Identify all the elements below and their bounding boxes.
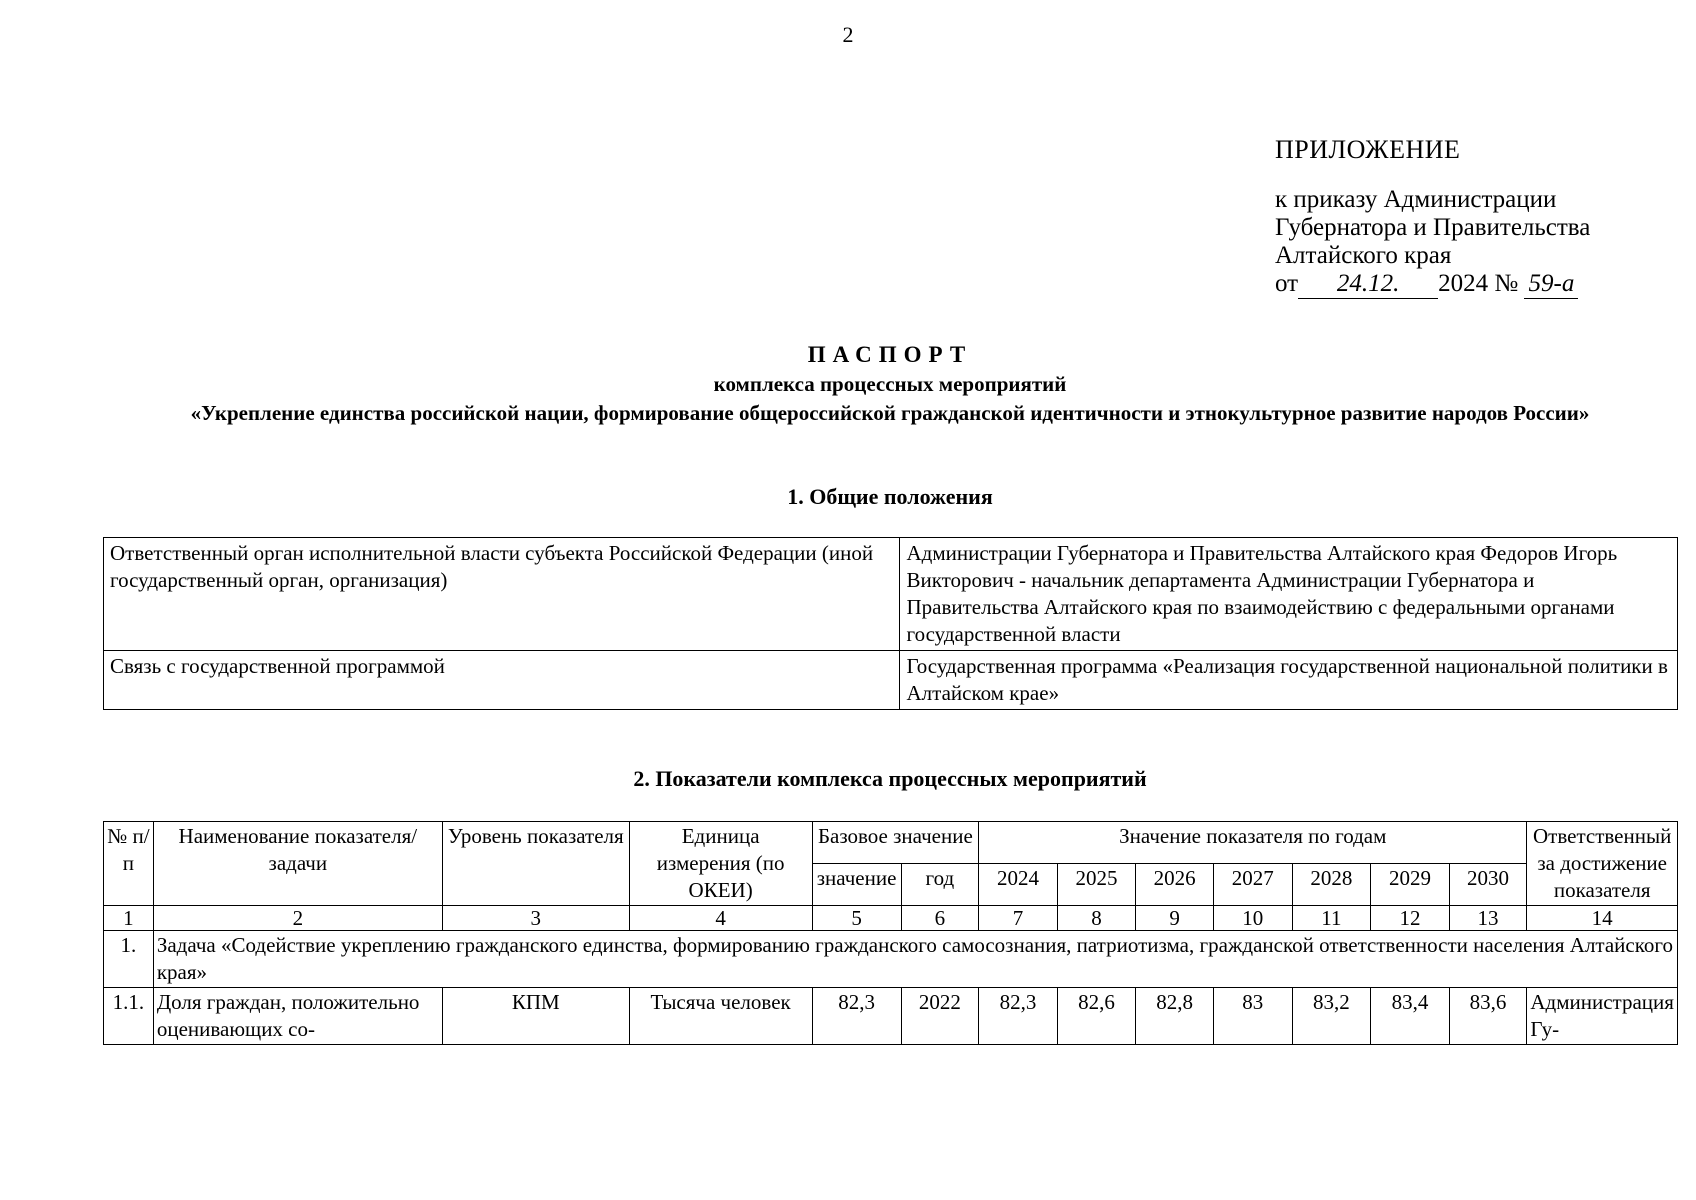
header-year: 2029 — [1371, 864, 1450, 906]
header-row — [104, 822, 1678, 864]
section2-title: 2. Показатели комплекса процессных мероприятий — [633, 766, 1147, 791]
column-number: 1 — [104, 906, 154, 931]
task-number: 1. — [104, 931, 154, 988]
appendix-block — [1275, 136, 1590, 299]
row-value: Государственная программа «Реализация государственной национальной политики в Алтайском крае» — [900, 651, 1678, 710]
column-number: 8 — [1057, 906, 1136, 931]
column-number: 6 — [901, 906, 979, 931]
year-value: 82,8 — [1136, 988, 1214, 1045]
header-responsible: Ответственный за достижение показателя — [1527, 822, 1678, 906]
year-value: 83,4 — [1371, 988, 1450, 1045]
header-no: № п/п — [104, 822, 154, 906]
header-year: 2027 — [1213, 864, 1292, 906]
header-base-year: год — [901, 864, 979, 906]
header-year: 2026 — [1136, 864, 1214, 906]
header-year: 2024 — [979, 864, 1058, 906]
column-number: 4 — [629, 906, 812, 931]
year-value: 83 — [1213, 988, 1292, 1045]
header-level: Уровень показателя — [442, 822, 629, 906]
date-value: 24.12. — [1298, 270, 1438, 299]
column-number: 3 — [442, 906, 629, 931]
complex-name: «Укрепление единства российской нации, формирование общероссийской гражданской идентичности и этнокультурное развитие народов России» — [190, 401, 1590, 425]
header-unit: Единица измерения (по ОКЕИ) — [629, 822, 812, 906]
document-subtitle: комплекса процессных мероприятий — [713, 372, 1067, 396]
header-base-value: значение — [812, 864, 901, 906]
row-value: Администрации Губернатора и Правительства Алтайского края Федоров Игорь Викторович - начальник департамента Администрации Губернатора и Правительства Алтайского края по взаимодействию с федеральными органами государственной власти — [900, 538, 1678, 651]
base-year: 2022 — [901, 988, 979, 1045]
header-year: 2025 — [1057, 864, 1136, 906]
indicator-unit: Тысяча человек — [629, 988, 812, 1045]
task-row — [104, 931, 1678, 988]
indicators-table — [103, 821, 1678, 1045]
base-value: 82,3 — [812, 988, 901, 1045]
column-number: 14 — [1527, 906, 1678, 931]
row-number: 1.1. — [104, 988, 154, 1045]
responsible: Администрация Гу- — [1527, 988, 1678, 1045]
header-year: 2030 — [1449, 864, 1527, 906]
year-value: 82,6 — [1057, 988, 1136, 1045]
appendix-date-line — [1275, 270, 1590, 299]
column-number: 7 — [979, 906, 1058, 931]
year-value: 82,3 — [979, 988, 1058, 1045]
year-value: 83,6 — [1449, 988, 1527, 1045]
column-number: 13 — [1449, 906, 1527, 931]
column-number: 12 — [1371, 906, 1450, 931]
column-number-row — [104, 906, 1678, 931]
column-number: 5 — [812, 906, 901, 931]
appendix-line: к приказу Администрации — [1275, 186, 1557, 213]
section1-title: 1. Общие положения — [787, 484, 993, 509]
indicator-name: Доля граждан, положительно оценивающих со- — [153, 988, 442, 1045]
table-row — [104, 538, 1678, 651]
column-number: 2 — [153, 906, 442, 931]
row-label: Связь с государственной программой — [104, 651, 900, 710]
row-label: Ответственный орган исполнительной власти субъекта Российской Федерации (иной государственный орган, организация) — [104, 538, 900, 651]
page-number: 2 — [842, 22, 854, 47]
header-by-years: Значение показателя по годам — [979, 822, 1527, 864]
header-name: Наименование показателя/задачи — [153, 822, 442, 906]
year-label: 2024 № — [1438, 270, 1519, 297]
header-base: Базовое значение — [812, 822, 979, 864]
appendix-title: ПРИЛОЖЕНИЕ — [1275, 135, 1461, 164]
indicator-level: КПМ — [442, 988, 629, 1045]
general-provisions-table — [103, 537, 1678, 710]
document-title: ПАСПОРТ — [807, 342, 973, 367]
table-row — [104, 988, 1678, 1045]
task-text: Задача «Содействие укреплению гражданского единства, формированию гражданского самосознания, патриотизма, гражданской ответственности населения Алтайского края» — [153, 931, 1677, 988]
header-year: 2028 — [1292, 864, 1371, 906]
date-prefix: от — [1275, 270, 1299, 297]
appendix-line: Губернатора и Правительства — [1275, 214, 1591, 241]
year-value: 83,2 — [1292, 988, 1371, 1045]
column-number: 10 — [1213, 906, 1292, 931]
column-number: 9 — [1136, 906, 1214, 931]
order-number: 59-а — [1524, 270, 1578, 299]
table-row — [104, 651, 1678, 710]
appendix-line: Алтайского края — [1275, 242, 1452, 269]
column-number: 11 — [1292, 906, 1371, 931]
